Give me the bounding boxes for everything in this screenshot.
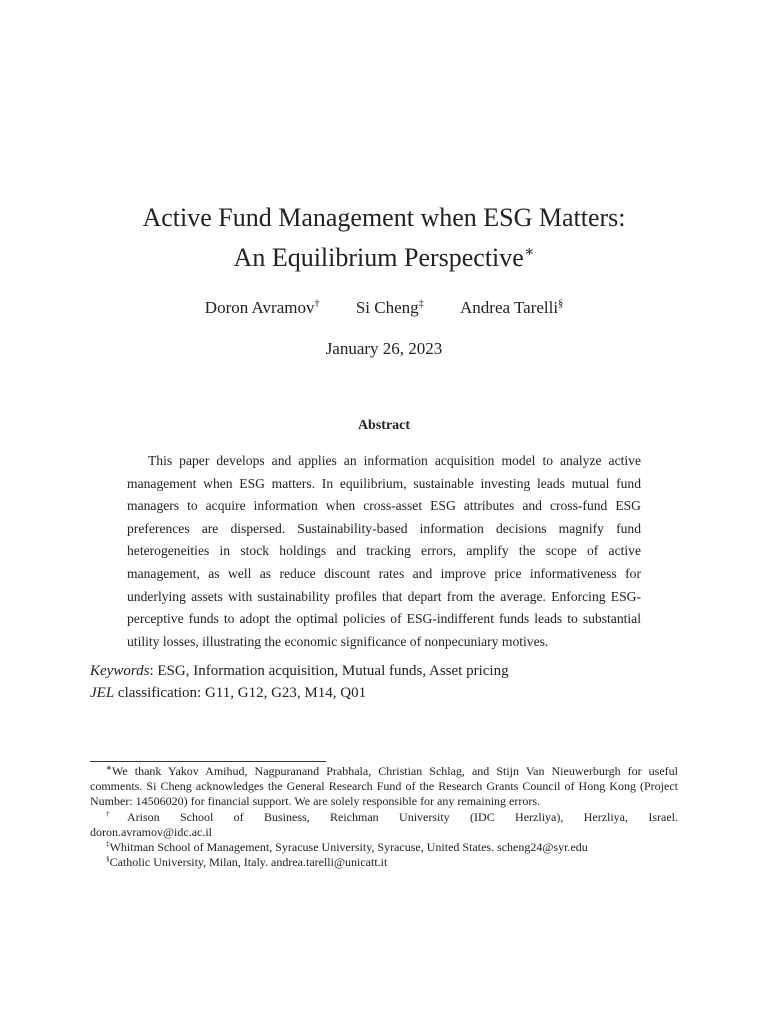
footnote-mark: ‡: [106, 840, 110, 849]
footnote-mark: ∗: [106, 764, 113, 772]
jel-text: classification: G11, G12, G23, M14, Q01: [114, 685, 367, 701]
footnote-divider: [90, 761, 326, 762]
footnote-mark: †: [106, 809, 127, 818]
paper-title: [0, 198, 768, 278]
abstract-body: This paper develops and applies an information acquisition model to analyze active management when ESG matters. In equilibrium, sustainable investing leads mutual fund managers to acquire information when cross-asset ESG attributes and cross-fund ESG preferences are dispersed. Sustainability-based information decisions magnify fund heterogeneities in stock holdings and tracking errors, amplify the scope of active management, as well as reduce discount rates and improve price informativeness for underlying assets with sustainability profiles that depart from the average. Enforcing ESG-perceptive funds to adopt the optimal policies of ESG-indifferent funds leads to substantial utility losses, illustrating the economic significance of nonpecuniary motives.: [127, 453, 641, 649]
keywords-line: [90, 660, 680, 682]
title-line-2-text: An Equilibrium Perspective: [233, 243, 524, 272]
footnote-text: Catholic University, Milan, Italy. andrea.tarelli@unicatt.it: [109, 855, 388, 870]
author-name: Si Cheng: [355, 298, 419, 317]
jel-line: [90, 682, 680, 704]
paper-date: January 26, 2023: [325, 339, 443, 358]
title-footnote-mark: ∗: [523, 243, 535, 261]
keywords-label: Keywords: [90, 663, 150, 679]
footnote-text: Arison School of Business, Reichman University (IDC Herzliya), Herzliya, Israel.: [126, 809, 679, 824]
footnotes: [90, 764, 678, 870]
keywords-block: [90, 660, 680, 704]
author-list: [0, 298, 768, 318]
abstract-heading: Abstract: [357, 418, 411, 433]
author-3: [460, 298, 563, 317]
footnote-text: Whitman School of Management, Syracuse University, Syracuse, United States. scheng24@syr.edu: [109, 840, 588, 855]
author-footnote-mark: ‡: [418, 298, 424, 310]
footnote-1: [90, 764, 678, 810]
author-footnote-mark: †: [314, 298, 320, 310]
footnote-2: [90, 810, 678, 825]
footnote-2-email: doron.avramov@idc.ac.il: [90, 824, 213, 839]
author-2: [356, 298, 424, 317]
footnote-4: [90, 855, 678, 870]
jel-label: JEL: [90, 685, 115, 701]
author-name: Andrea Tarelli: [460, 298, 559, 317]
footnote-text: We thank Yakov Amihud, Nagpuranand Prabhala, Christian Schlag, and Stijn Van Nieuwerburgh for useful comments. Si Cheng acknowledges the General Research Fund of the Research Grants Council of Hong Kong (Project Number: 14506020) for financial support. We are solely responsible for any remaining errors.: [90, 764, 678, 809]
author-1: [205, 298, 320, 317]
keywords-text: : ESG, Information acquisition, Mutual funds, Asset pricing: [149, 663, 509, 679]
title-line-1: Active Fund Management when ESG Matters:: [142, 203, 626, 232]
title-line-2: [0, 238, 768, 278]
author-footnote-mark: §: [558, 298, 564, 310]
footnote-mark: §: [106, 855, 110, 864]
author-name: Doron Avramov: [204, 298, 315, 317]
footnote-3: [90, 840, 678, 855]
